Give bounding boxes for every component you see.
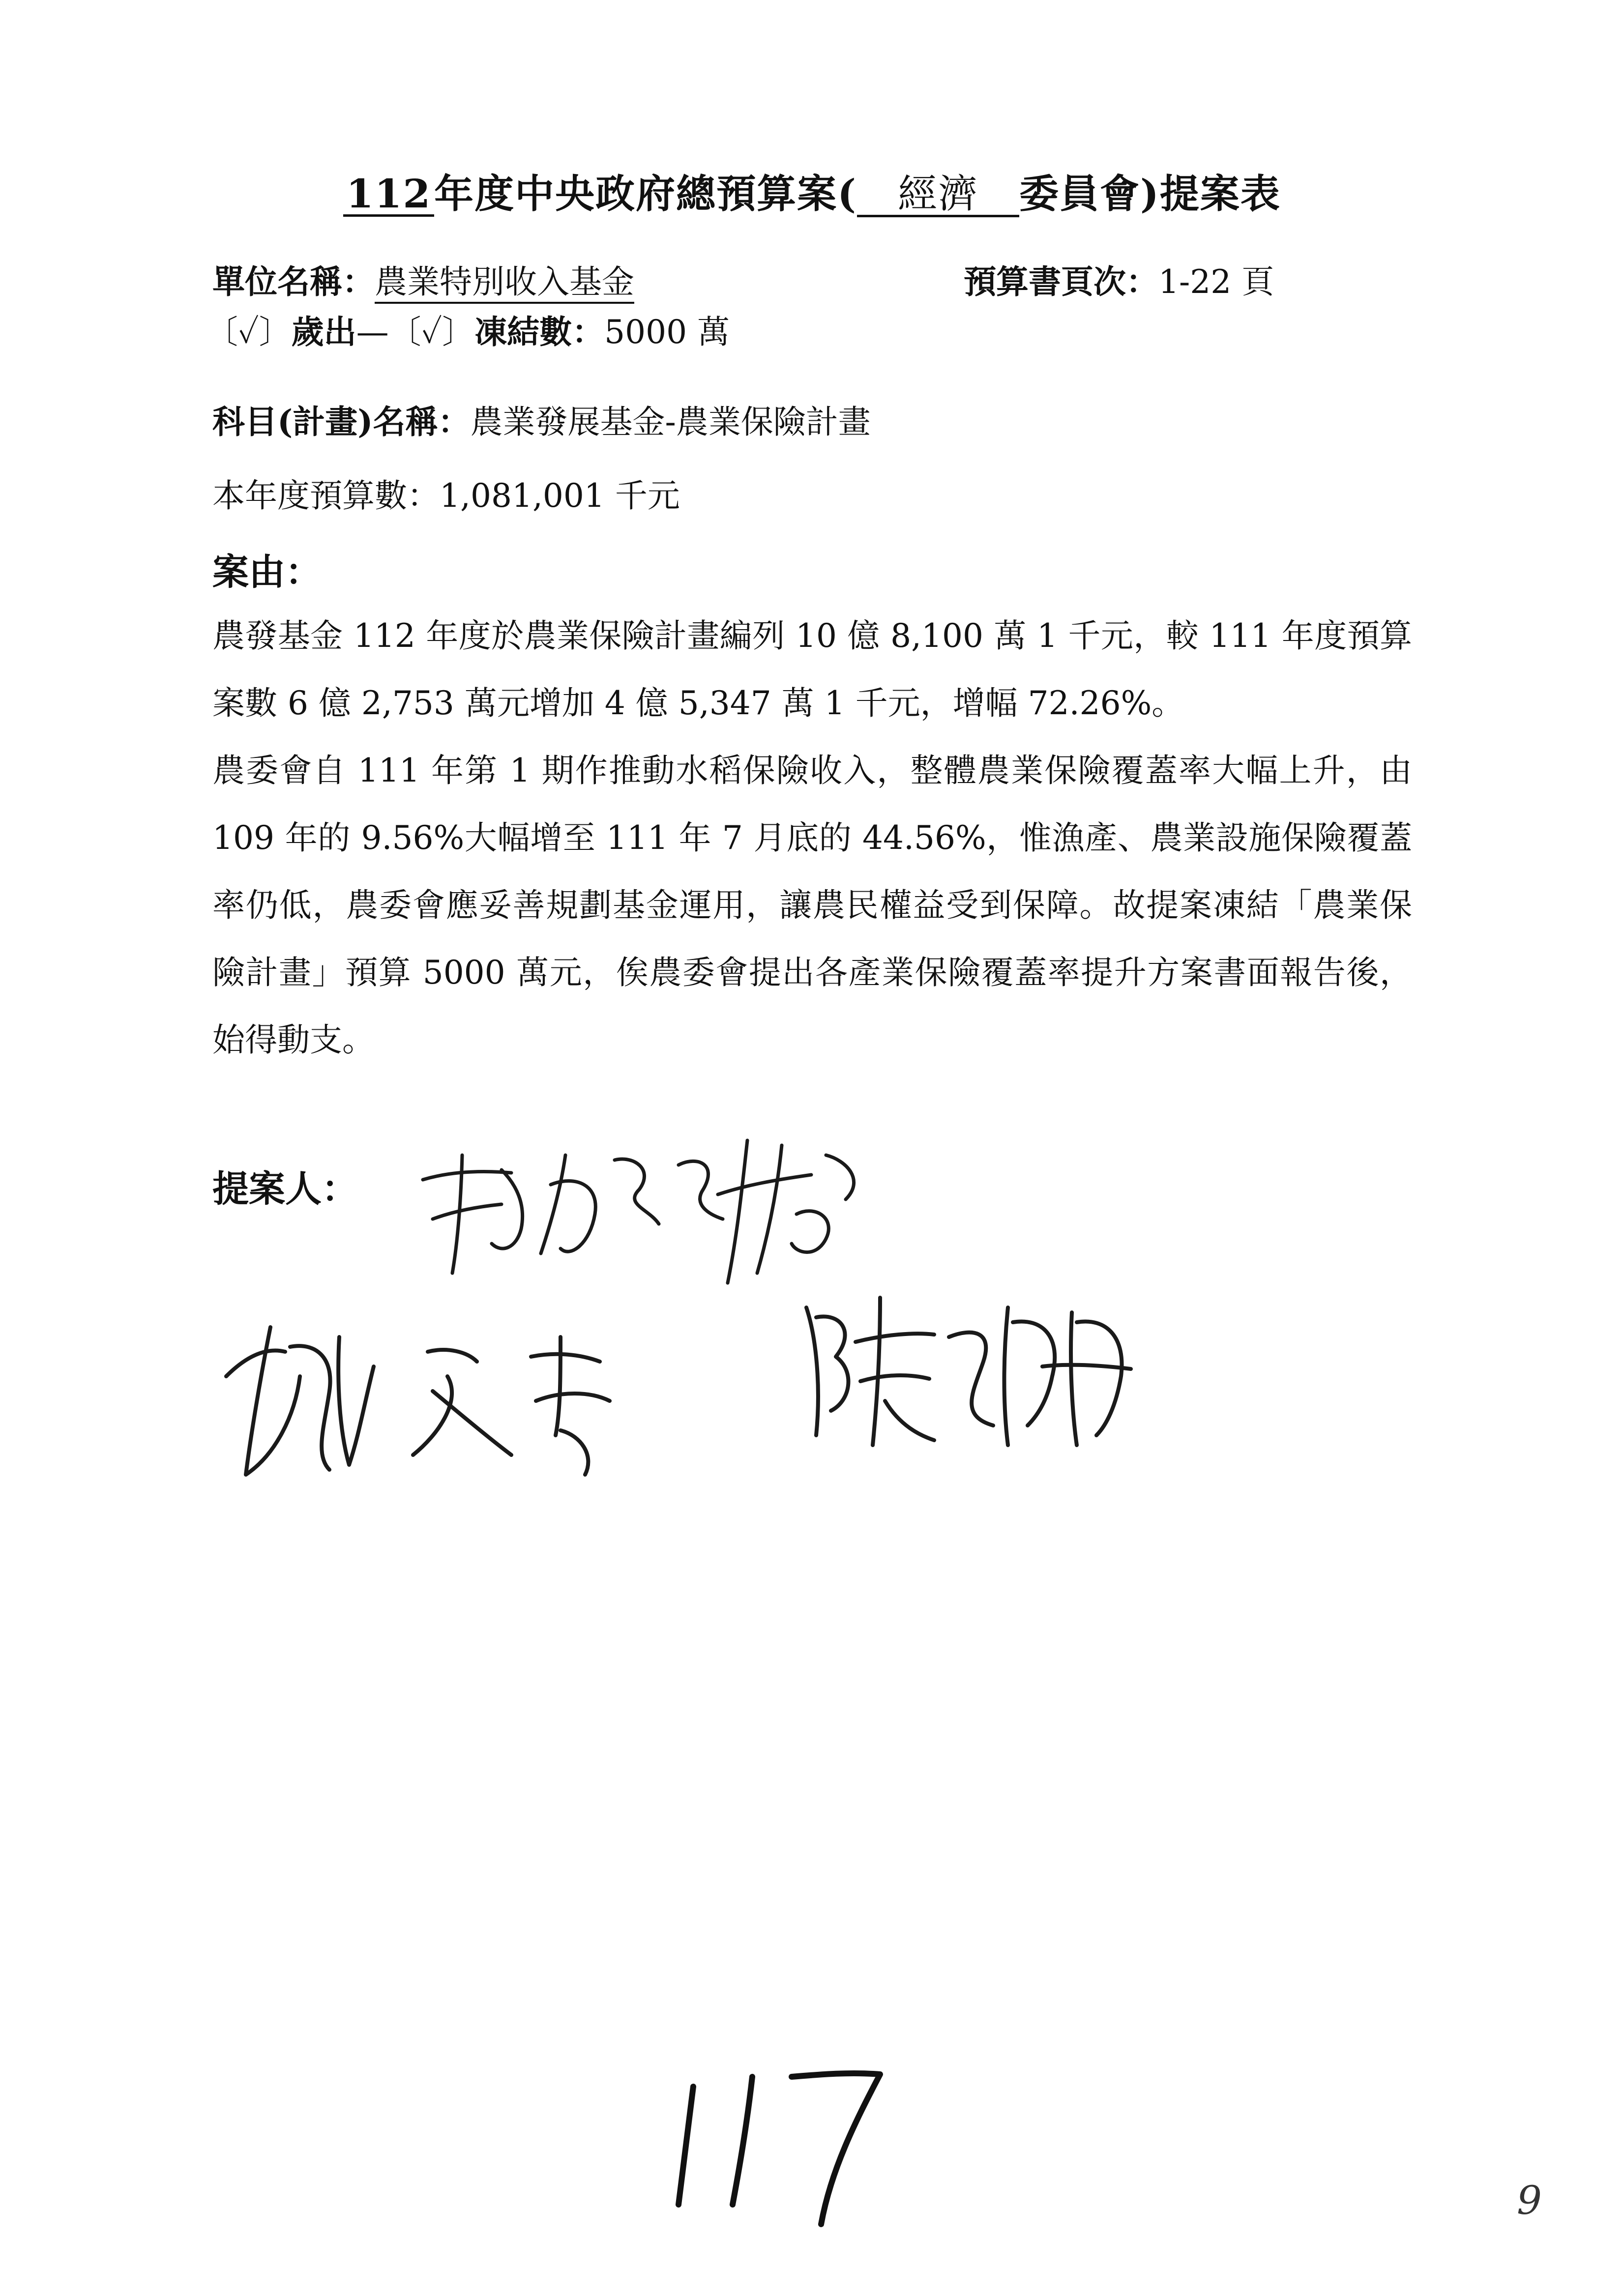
handwritten-stamp-number: [659, 2057, 915, 2236]
title-committee: 經濟: [857, 174, 1019, 217]
budget-value: 1,081,001 千元: [440, 477, 680, 515]
proposer-label: 提案人：: [212, 1168, 358, 1210]
expenditure-dash: —: [356, 313, 389, 351]
handwritten-page-number: 9: [1517, 2178, 1542, 2223]
budget-label: 本年度預算數：: [212, 477, 440, 515]
title-part2: 委員會)提案表: [1019, 171, 1281, 217]
subject-value: 農業發展基金-農業保險計畫: [470, 403, 871, 441]
expenditure-row: [206, 306, 730, 352]
reason-body: [212, 602, 1412, 1074]
title-part1: 年度中央政府總預算案(: [434, 171, 857, 217]
expenditure-type: 歲出: [291, 313, 356, 351]
page-ref-value: 1-22 頁: [1158, 263, 1274, 301]
check-mark-2: 〔✓〕: [388, 313, 475, 351]
unit-label: 單位名稱：: [212, 262, 375, 301]
unit-row: [212, 256, 634, 302]
title-year: 112: [343, 173, 434, 217]
subject-row: [212, 396, 871, 442]
freeze-label: 凍結數：: [474, 313, 605, 351]
signature-3: [787, 1278, 1180, 1465]
subject-label: 科目(計畫)名稱：: [212, 403, 471, 441]
signature-1: [403, 1126, 905, 1303]
document-title: [0, 162, 1624, 219]
unit-value: 農業特別收入基金: [375, 263, 634, 304]
page-ref-row: [964, 256, 1274, 302]
reason-heading: 案由：: [212, 551, 322, 593]
check-mark-1: 〔✓〕: [206, 313, 292, 351]
budget-row: [212, 469, 680, 516]
signature-2: [216, 1308, 659, 1494]
freeze-value: 5000 萬: [604, 313, 730, 351]
page-ref-label: 預算書頁次：: [964, 262, 1158, 301]
reason-paragraph-2: 農委會自 111 年第 1 期作推動水稻保險收入，整體農業保險覆蓋率大幅上升，由 109 年的 9.56%大幅增至 111 年 7 月底的 44.56%，惟漁產、農業設施保險覆蓋率仍低，農委會應妥善規劃基金運用，讓農民權益受到保障。故提案凍結「農業保險計畫」預算 5000 萬元，俟農委會提出各產業保險覆蓋率提升方案書面報告後，始得動支。: [212, 752, 1412, 1059]
reason-paragraph-1: 農發基金 112 年度於農業保險計畫編列 10 億 8,100 萬 1 千元，較 111 年度預算案數 6 億 2,753 萬元增加 4 億 5,347 萬 1 千元，增幅 72.26%。: [212, 617, 1412, 722]
